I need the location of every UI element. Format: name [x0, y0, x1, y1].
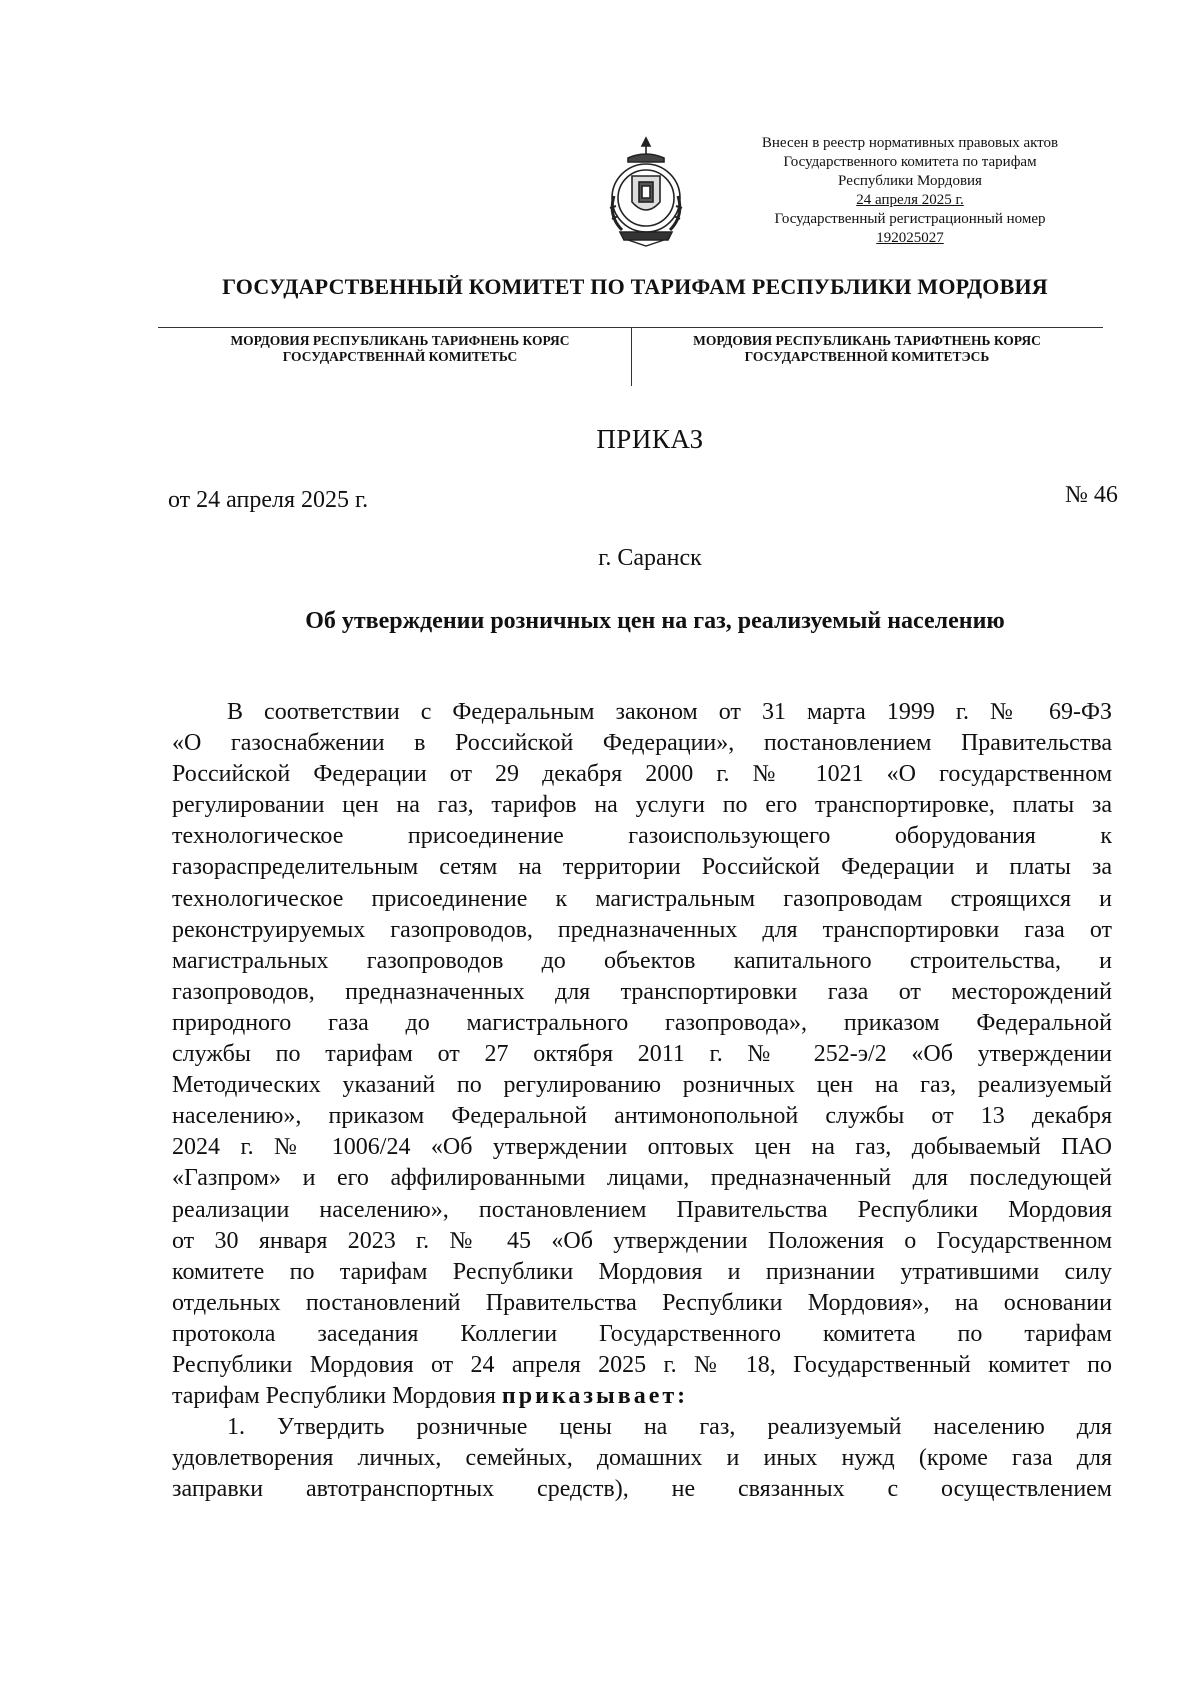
- body-line: «О газоснабжении в Российской Федерации», постановлением Правительства: [172, 730, 1112, 757]
- item-line: заправки автотранспортных средств), не связанных с осуществлением: [172, 1476, 1112, 1503]
- body-line: реконструируемых газопроводов, предназначенных для транспортировки газа от: [172, 916, 1112, 943]
- body-line: отдельных постановлений Правительства Республики Мордовия», на основании: [172, 1289, 1112, 1316]
- body-line: от 30 января 2023 г. № 45 «Об утверждении Положения о Государственном: [172, 1227, 1112, 1254]
- item-line: 1. Утвердить розничные цены на газ, реализуемый населению для: [227, 1414, 1112, 1441]
- body-line: населению», приказом Федеральной антимонопольной службы от 13 декабря: [172, 1103, 1112, 1130]
- body-line: технологическое присоединение газоиспользующего оборудования к: [172, 823, 1112, 850]
- order-subject: Об утверждении розничных цен на газ, реализуемый населению: [305, 608, 1005, 634]
- order-body: [172, 697, 1112, 1505]
- moksha-committee-name: [175, 333, 625, 365]
- committee-title: ГОСУДАРСТВЕННЫЙ КОМИТЕТ ПО ТАРИФАМ РЕСПУБЛИКИ МОРДОВИЯ: [222, 274, 1048, 299]
- order-title: ПРИКАЗ: [596, 424, 704, 454]
- erzya-line: МОРДОВИЯ РЕСПУБЛИКАНЬ ТАРИФТНЕНЬ КОРЯС: [693, 333, 1041, 348]
- body-line: комитете по тарифам Республики Мордовия и признании утратившими силу: [172, 1258, 1112, 1285]
- registry-line: Внесен в реестр нормативных правовых актов: [761, 135, 1059, 151]
- order-city: г. Саранск: [598, 545, 702, 571]
- body-line: газораспределительным сетям на территории Российской Федерации и платы за: [172, 854, 1112, 881]
- body-line-prefix: тарифам Республики Мордовия: [172, 1383, 502, 1410]
- body-line: магистральных газопроводов до объектов капитального строительства, и: [172, 947, 1112, 974]
- order-date: от 24 апреля 2025 г.: [168, 487, 369, 513]
- registry-stamp: [720, 134, 1100, 248]
- body-line: службы по тарифам от 27 октября 2011 г. № 252-э/2 «Об утверждении: [172, 1041, 1112, 1068]
- body-line: протокола заседания Коллегии Государственного комитета по тарифам: [172, 1320, 1112, 1347]
- body-line: Республики Мордовия от 24 апреля 2025 г. № 18, Государственный комитет по: [172, 1351, 1112, 1378]
- body-line: реализации населению», постановлением Правительства Республики Мордовия: [172, 1196, 1112, 1223]
- body-line: [172, 1381, 1112, 1412]
- order-number: № 46: [1065, 482, 1118, 508]
- coat-of-arms-emblem: [598, 136, 694, 248]
- orders-word: приказывает:: [501, 1383, 689, 1410]
- body-line: Методических указаний по регулированию розничных цен на газ, реализуемый: [172, 1072, 1112, 1099]
- item-line: удовлетворения личных, семейных, домашних и иных нужд (кроме газа для: [172, 1445, 1112, 1472]
- registry-line: Государственный регистрационный номер: [774, 211, 1046, 227]
- body-line: «Газпром» и его аффилированными лицами, предназначенный для последующей: [172, 1165, 1112, 1192]
- moksha-line: МОРДОВИЯ РЕСПУБЛИКАНЬ ТАРИФНЕНЬ КОРЯС: [230, 333, 570, 348]
- body-line: В соответствии с Федеральным законом от 31 марта 1999 г. № 69-ФЗ: [227, 699, 1112, 725]
- body-line: газопроводов, предназначенных для транспортировки газа от месторождений: [172, 978, 1112, 1005]
- registry-line: Государственного комитета по тарифам: [783, 154, 1037, 170]
- body-line: природного газа до магистрального газопровода», приказом Федеральной: [172, 1009, 1112, 1036]
- erzya-line: ГОСУДАРСТВЕННОЙ КОМИТЕТЭСЬ: [744, 349, 990, 364]
- registry-number: 192025027: [876, 230, 944, 246]
- body-line: Российской Федерации от 29 декабря 2000 г. № 1021 «О государственном: [172, 761, 1112, 788]
- moksha-line: ГОСУДАРСТВЕННАЙ КОМИТЕТЬС: [282, 349, 518, 364]
- registry-date: 24 апреля 2025 г.: [856, 192, 964, 208]
- body-line: 2024 г. № 1006/24 «Об утверждении оптовых цен на газ, добываемый ПАО: [172, 1134, 1112, 1161]
- header-column-divider: [631, 328, 632, 386]
- body-line: регулировании цен на газ, тарифов на услуги по его транспортировке, платы за: [172, 792, 1112, 819]
- erzya-committee-name: [642, 333, 1092, 365]
- registry-line: Республики Мордовия: [838, 173, 982, 189]
- body-line: технологическое присоединение к магистральным газопроводам строящихся и: [172, 885, 1112, 912]
